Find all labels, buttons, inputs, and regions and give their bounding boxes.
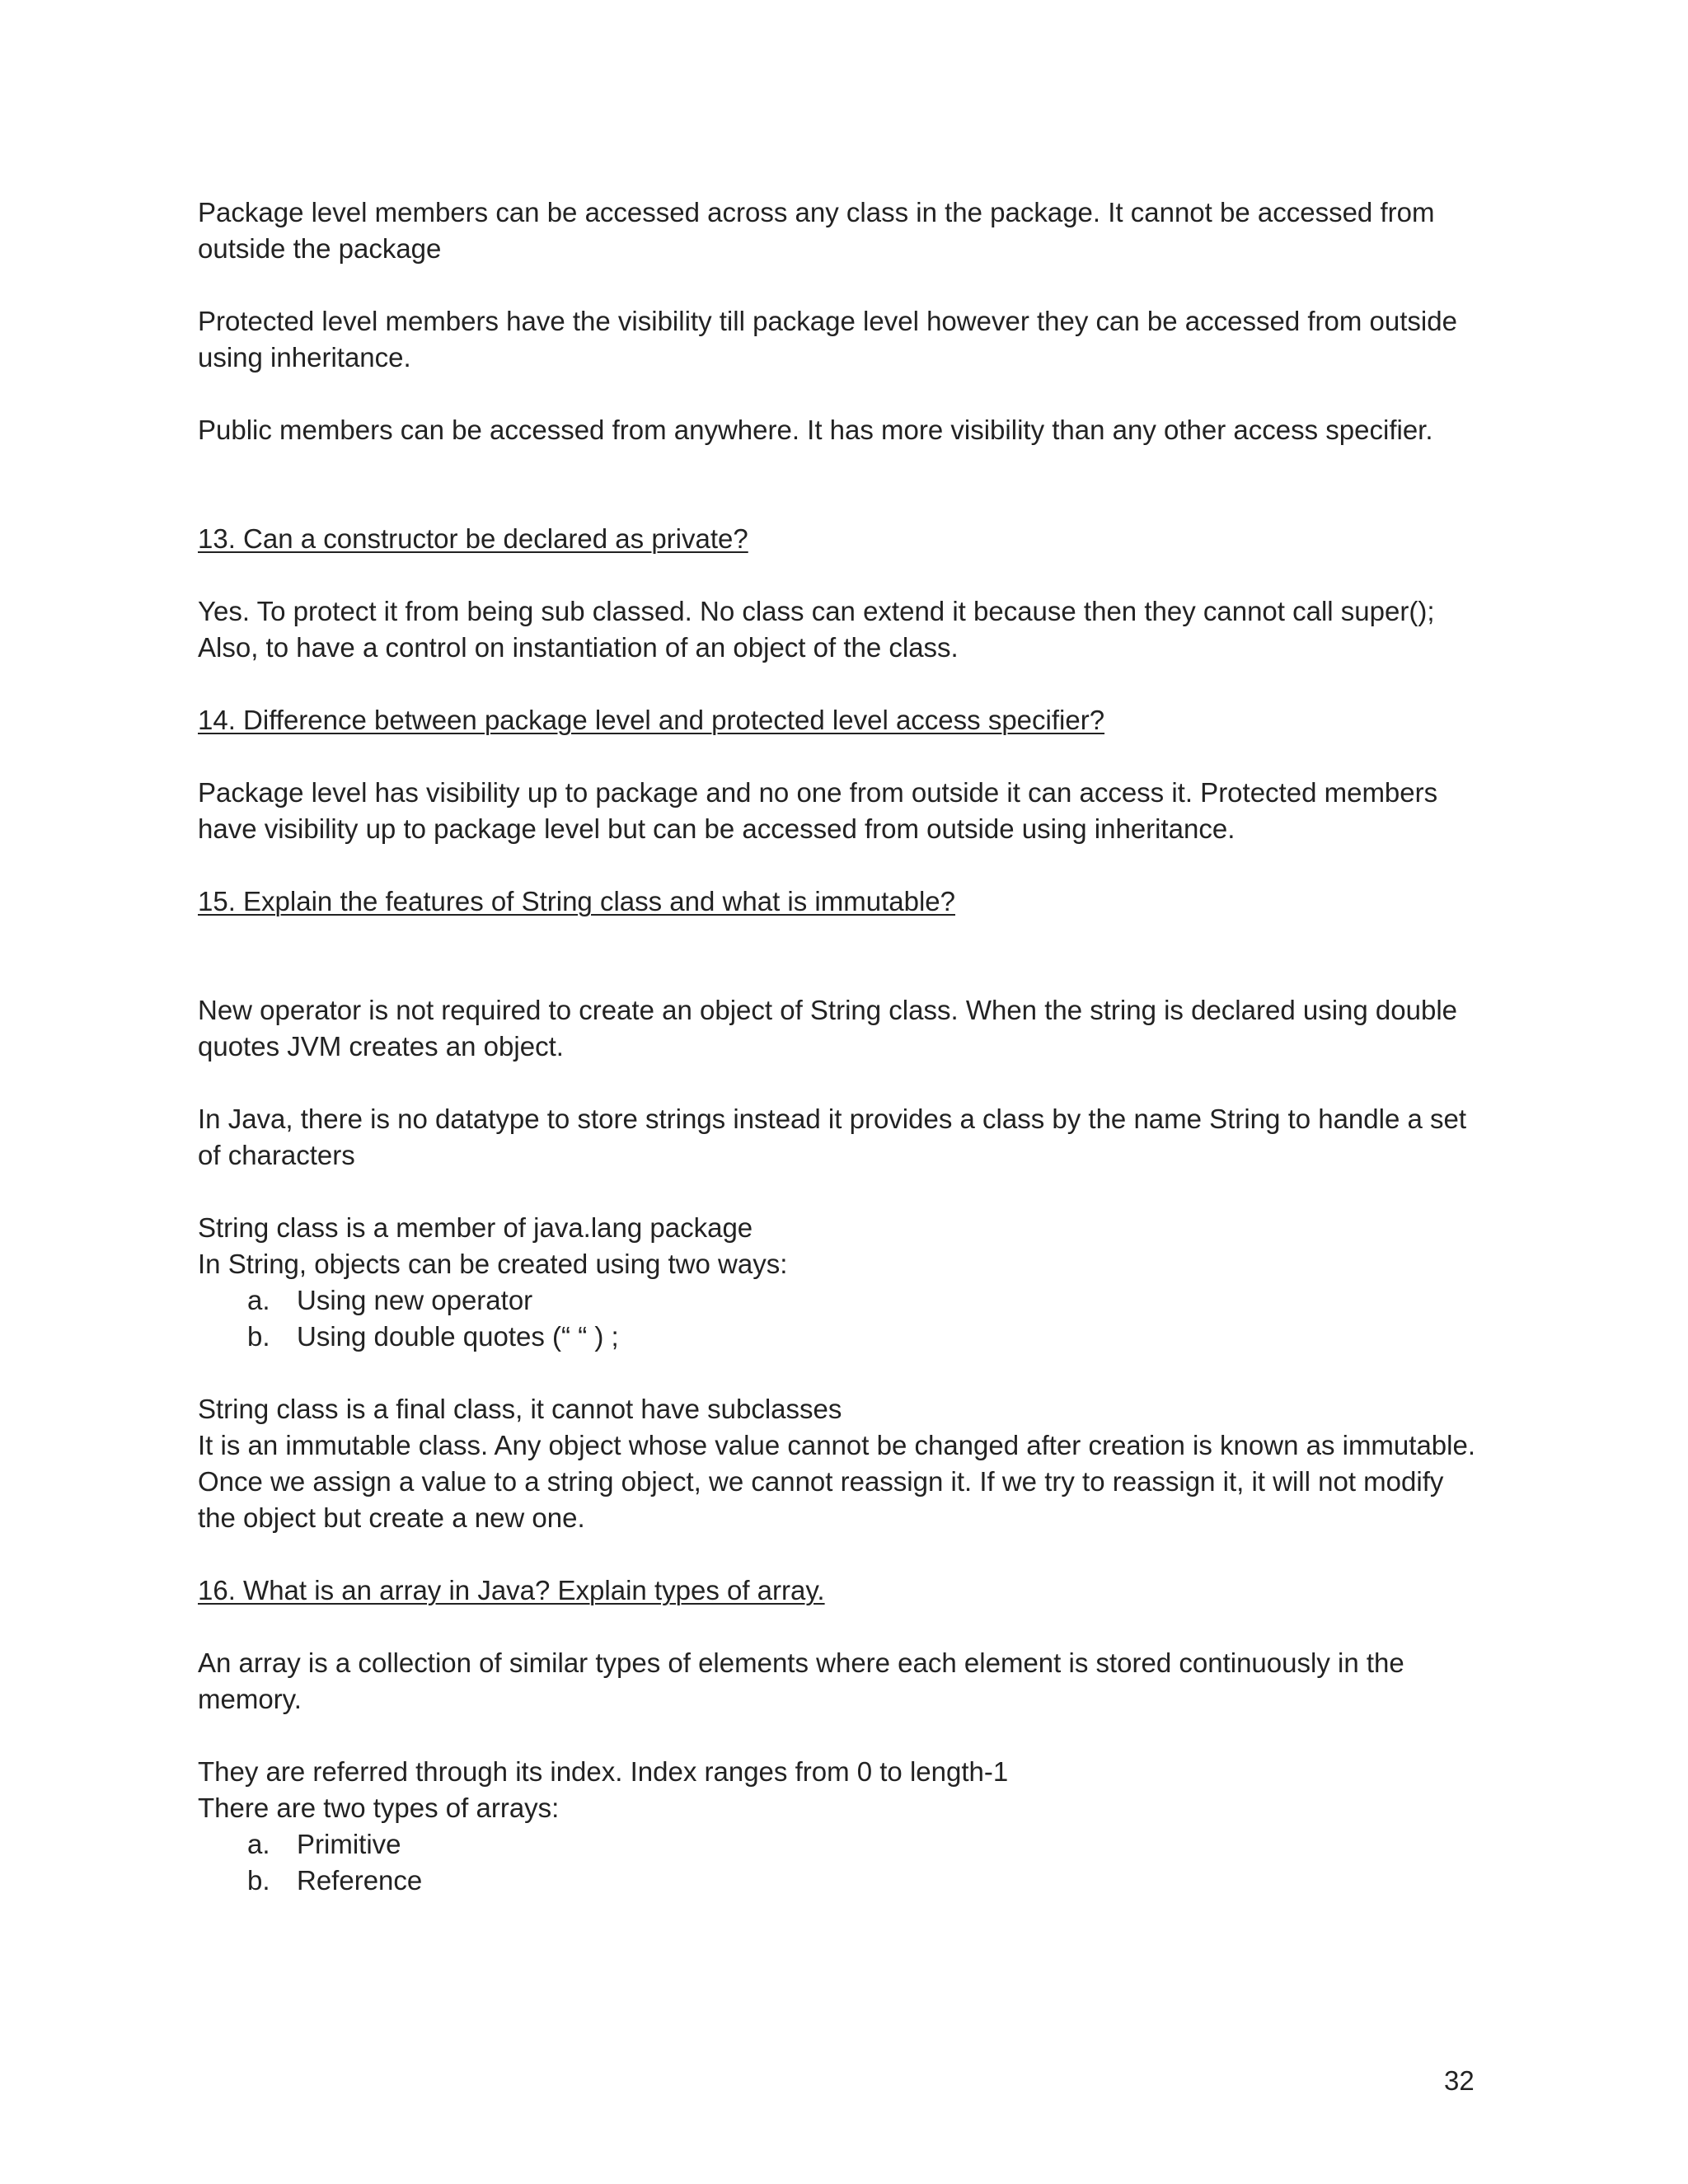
question-15-list	[198, 1282, 1484, 1355]
list-item	[198, 1826, 1484, 1863]
document-page	[198, 194, 1484, 1899]
paragraph-package-level: Package level members can be accessed across any class in the package. It cannot be accessed from outside the package	[198, 197, 1435, 264]
question-15-paragraph-two-ways: In String, objects can be created using two ways:	[198, 1249, 788, 1279]
question-16-heading: 16. What is an array in Java? Explain types of array.	[198, 1575, 825, 1605]
list-item-text: Primitive	[297, 1829, 401, 1859]
question-15-paragraph-final-class: String class is a final class, it cannot have subclasses	[198, 1394, 842, 1424]
question-13-answer-line-1: Yes. To protect it from being sub classed. No class can extend it because then they cannot call super();	[198, 596, 1435, 626]
question-15-paragraph-java-lang: String class is a member of java.lang package	[198, 1212, 753, 1243]
list-item-text: Using double quotes (“ “ ) ;	[297, 1321, 619, 1352]
question-15-heading: 15. Explain the features of String class and what is immutable?	[198, 886, 955, 916]
list-item	[198, 1282, 1484, 1319]
question-14-answer: Package level has visibility up to package and no one from outside it can access it. Protected members have visibility up to package level but can be accessed from outside using inheritance.	[198, 777, 1438, 844]
list-marker: a.	[247, 1829, 270, 1859]
question-16-paragraph-array: An array is a collection of similar types of elements where each element is stored continuously in the memory.	[198, 1647, 1404, 1714]
list-item-text: Using new operator	[297, 1285, 533, 1315]
list-item	[198, 1319, 1484, 1355]
question-15-paragraph-datatype: In Java, there is no datatype to store strings instead it provides a class by the name String to handle a set of characters	[198, 1104, 1467, 1170]
question-15-paragraph-immutable: It is an immutable class. Any object whose value cannot be changed after creation is known as immutable.	[198, 1430, 1476, 1460]
paragraph-public-members: Public members can be accessed from anywhere. It has more visibility than any other access specifier.	[198, 415, 1433, 445]
list-marker: b.	[247, 1865, 270, 1896]
list-item	[198, 1863, 1484, 1899]
list-marker: b.	[247, 1321, 270, 1352]
question-14-heading: 14. Difference between package level and protected level access specifier?	[198, 705, 1105, 735]
question-15-paragraph-reassign: Once we assign a value to a string object, we cannot reassign it. If we try to reassign it, it will not modify the object but create a new one.	[198, 1466, 1444, 1533]
question-16-paragraph-index: They are referred through its index. Index ranges from 0 to length-1	[198, 1756, 1009, 1787]
page-number: 32	[1444, 2065, 1475, 2096]
question-13-heading: 13. Can a constructor be declared as private?	[198, 523, 748, 554]
list-item-text: Reference	[297, 1865, 423, 1896]
question-13-answer-line-2: Also, to have a control on instantiation of an object of the class.	[198, 632, 959, 663]
paragraph-protected-level: Protected level members have the visibility till package level however they can be accessed from outside using inheritance.	[198, 306, 1457, 373]
question-16-paragraph-types: There are two types of arrays:	[198, 1793, 560, 1823]
question-15-paragraph-new-operator: New operator is not required to create an object of String class. When the string is declared using double quotes JVM creates an object.	[198, 995, 1458, 1062]
list-marker: a.	[247, 1285, 270, 1315]
question-16-list	[198, 1826, 1484, 1899]
